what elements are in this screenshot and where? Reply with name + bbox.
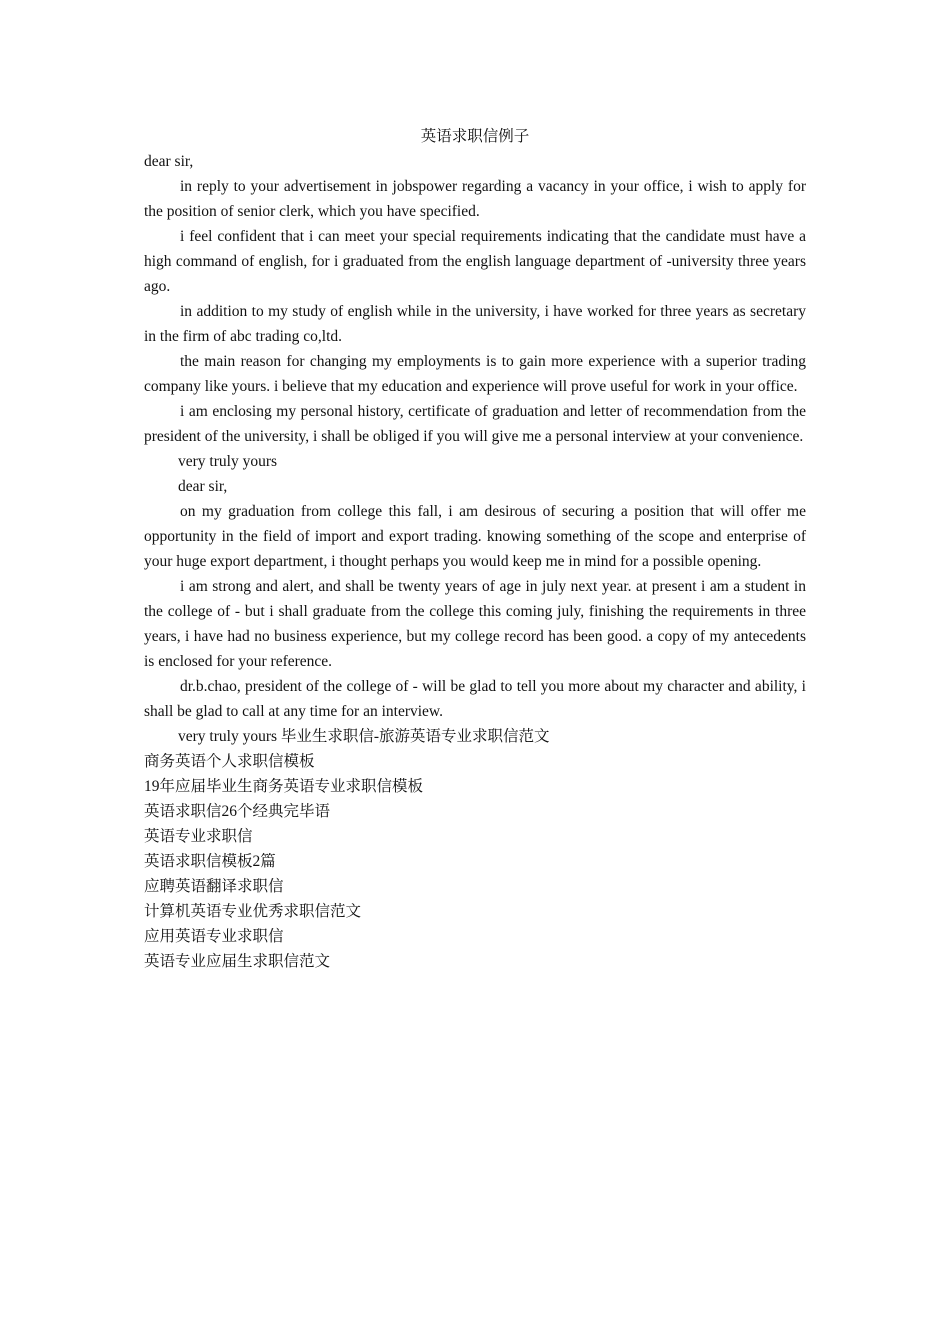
- related-link[interactable]: 应聘英语翻译求职信: [144, 878, 284, 895]
- letter2-paragraph-3: dr.b.chao, president of the college of - will be glad to tell you more about my character and ability, i shall be glad to call at any time for an interview.: [144, 678, 806, 720]
- related-link[interactable]: 英语求职信26个经典完毕语: [144, 803, 331, 820]
- related-link-inline[interactable]: 毕业生求职信-旅游英语专业求职信范文: [280, 728, 550, 745]
- document-title: 英语求职信例子: [420, 128, 530, 145]
- related-link[interactable]: 英语求职信模板2篇: [144, 853, 276, 870]
- related-link[interactable]: 19年应届毕业生商务英语专业求职信模板: [144, 778, 424, 795]
- letter2-paragraph-1: on my graduation from college this fall, i am desirous of securing a position that will offer me opportunity in the field of import and export trading. knowing something of the scope and enterprise of your huge export department, i thought perhaps you would keep me in mind for a possible opening.: [144, 503, 806, 570]
- letter1-paragraph-1: in reply to your advertisement in jobspower regarding a vacancy in your office, i wish to apply for the position of senior clerk, which you have specified.: [144, 178, 806, 220]
- letter1-paragraph-2: i feel confident that i can meet your special requirements indicating that the candidate must have a high command of english, for i graduated from the english language department of -university three years ago.: [144, 228, 806, 295]
- related-links-list: [144, 749, 806, 974]
- letter2-closing: very truly yours: [178, 728, 278, 745]
- letter2-greeting: dear sir,: [178, 478, 228, 495]
- document-page: [144, 124, 806, 974]
- letter1-paragraph-5: i am enclosing my personal history, certificate of graduation and letter of recommendation from the president of the university, i shall be obliged if you will give me a personal interview at your convenience.: [144, 403, 806, 445]
- letter1-greeting: dear sir,: [144, 153, 194, 170]
- letter2-paragraph-2: i am strong and alert, and shall be twenty years of age in july next year. at present i am a student in the college of - but i shall graduate from the college this coming july, finishing the requirements in three years, i have had no business experience, but my college record has been good. a copy of my antecedents is enclosed for your reference.: [144, 578, 806, 670]
- letter2-closing-line: [144, 724, 806, 749]
- related-link[interactable]: 应用英语专业求职信: [144, 928, 284, 945]
- letter1-closing: very truly yours: [178, 453, 278, 470]
- letter1-paragraph-4: the main reason for changing my employments is to gain more experience with a superior trading company like yours. i believe that my education and experience will prove useful for work in your office.: [144, 353, 806, 395]
- letter1-paragraph-3: in addition to my study of english while in the university, i have worked for three years as secretary in the firm of abc trading co,ltd.: [144, 303, 806, 345]
- related-link[interactable]: 计算机英语专业优秀求职信范文: [144, 903, 362, 920]
- related-link[interactable]: 商务英语个人求职信模板: [144, 753, 315, 770]
- related-link[interactable]: 英语专业应届生求职信范文: [144, 953, 331, 970]
- related-link[interactable]: 英语专业求职信: [144, 828, 253, 845]
